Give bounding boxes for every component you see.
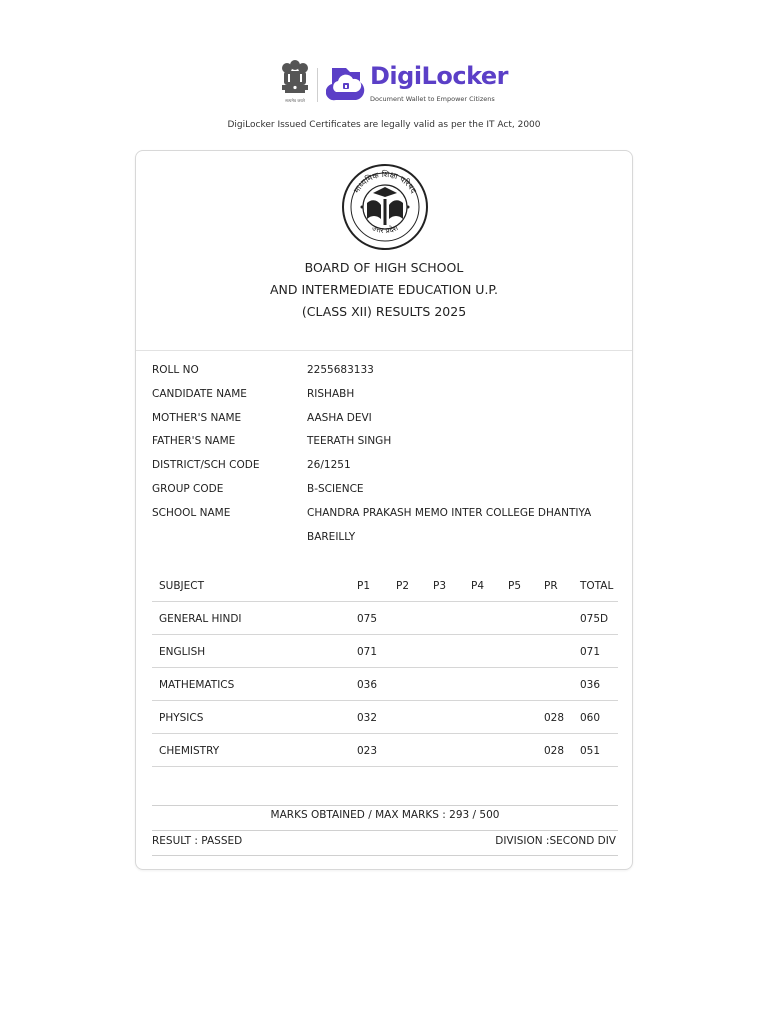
info-label: ROLL NO: [152, 364, 199, 376]
pr-cell: 028: [544, 745, 565, 757]
subject-cell: MATHEMATICS: [159, 679, 235, 691]
seal-top-text: माध्यमिक शिक्षा परिषद: [352, 169, 419, 195]
info-value: AASHA DEVI: [307, 411, 372, 424]
card-divider: [136, 350, 632, 351]
emblem-caption: सत्यमेव जयते: [285, 98, 305, 103]
total-cell: 036: [580, 679, 601, 691]
total-cell: 075D: [580, 613, 609, 625]
p1-cell: 032: [357, 712, 378, 724]
info-label: MOTHER'S NAME: [152, 411, 242, 424]
marks-header-row: [152, 569, 618, 602]
p1-cell: 075: [357, 613, 378, 625]
header-p4: P4: [471, 580, 485, 592]
marks-table: [152, 569, 618, 767]
board-title-line3: (CLASS XII) RESULTS 2025: [301, 304, 467, 319]
table-row: [152, 701, 618, 734]
info-value: BAREILLY: [307, 530, 356, 543]
info-value: B-SCIENCE: [307, 482, 364, 495]
info-label: CANDIDATE NAME: [152, 387, 247, 400]
info-value: 2255683133: [307, 364, 374, 376]
board-title: [136, 257, 632, 323]
info-value: 26/1251: [307, 459, 351, 472]
header-p3: P3: [433, 580, 447, 592]
info-label: DISTRICT/SCH CODE: [152, 459, 260, 472]
result-status: RESULT : PASSED: [152, 835, 243, 847]
p1-cell: 023: [357, 745, 378, 757]
header-subject: SUBJECT: [159, 580, 205, 592]
digilocker-tagline: Document Wallet to Empower Citizens: [370, 95, 495, 103]
total-cell: 060: [580, 712, 601, 724]
table-row: [152, 734, 618, 767]
header-total: TOTAL: [580, 580, 614, 592]
summary-divider-top: [152, 805, 618, 806]
summary-divider-bottom: [152, 855, 618, 856]
division-status: DIVISION :SECOND DIV: [495, 835, 616, 847]
table-row: [152, 602, 618, 635]
header-p5: P5: [508, 580, 522, 592]
p1-cell: 071: [357, 646, 378, 658]
candidate-info: [152, 365, 622, 555]
digilocker-header: [0, 0, 768, 140]
info-value: RISHABH: [307, 387, 355, 400]
subject-cell: PHYSICS: [159, 712, 204, 724]
info-label: GROUP CODE: [152, 482, 224, 495]
info-label: SCHOOL NAME: [152, 506, 231, 519]
p1-cell: 036: [357, 679, 378, 691]
total-cell: 051: [580, 745, 601, 757]
info-row-school-name-cont: [152, 532, 622, 556]
marks-summary: MARKS OBTAINED / MAX MARKS : 293 / 500: [270, 809, 500, 821]
table-row: [152, 668, 618, 701]
summary-divider-mid: [152, 830, 618, 831]
table-row: [152, 635, 618, 668]
pr-cell: 028: [544, 712, 565, 724]
total-cell: 071: [580, 646, 601, 658]
info-label: FATHER'S NAME: [152, 435, 236, 448]
logo-divider: [317, 68, 318, 102]
validity-note: DigiLocker Issued Certificates are legally valid as per the IT Act, 2000: [227, 120, 541, 130]
board-title-line1: BOARD OF HIGH SCHOOL: [304, 260, 464, 275]
board-seal-icon: [341, 163, 429, 251]
board-title-line2: AND INTERMEDIATE EDUCATION U.P.: [270, 282, 498, 297]
header-p2: P2: [396, 580, 410, 592]
header-pr: PR: [544, 580, 558, 592]
header-p1: P1: [357, 580, 371, 592]
digilocker-brand: DigiLocker: [370, 62, 508, 90]
subject-cell: GENERAL HINDI: [159, 613, 242, 625]
result-card: [135, 150, 633, 870]
digilocker-cloud-icon: [326, 64, 366, 104]
info-value: CHANDRA PRAKASH MEMO INTER COLLEGE DHANTIYA: [307, 506, 592, 519]
seal-bottom-text: उत्तर प्रदेश: [370, 223, 400, 236]
info-value: TEERATH SINGH: [307, 435, 392, 448]
subject-cell: ENGLISH: [159, 646, 206, 658]
subject-cell: CHEMISTRY: [159, 745, 220, 757]
